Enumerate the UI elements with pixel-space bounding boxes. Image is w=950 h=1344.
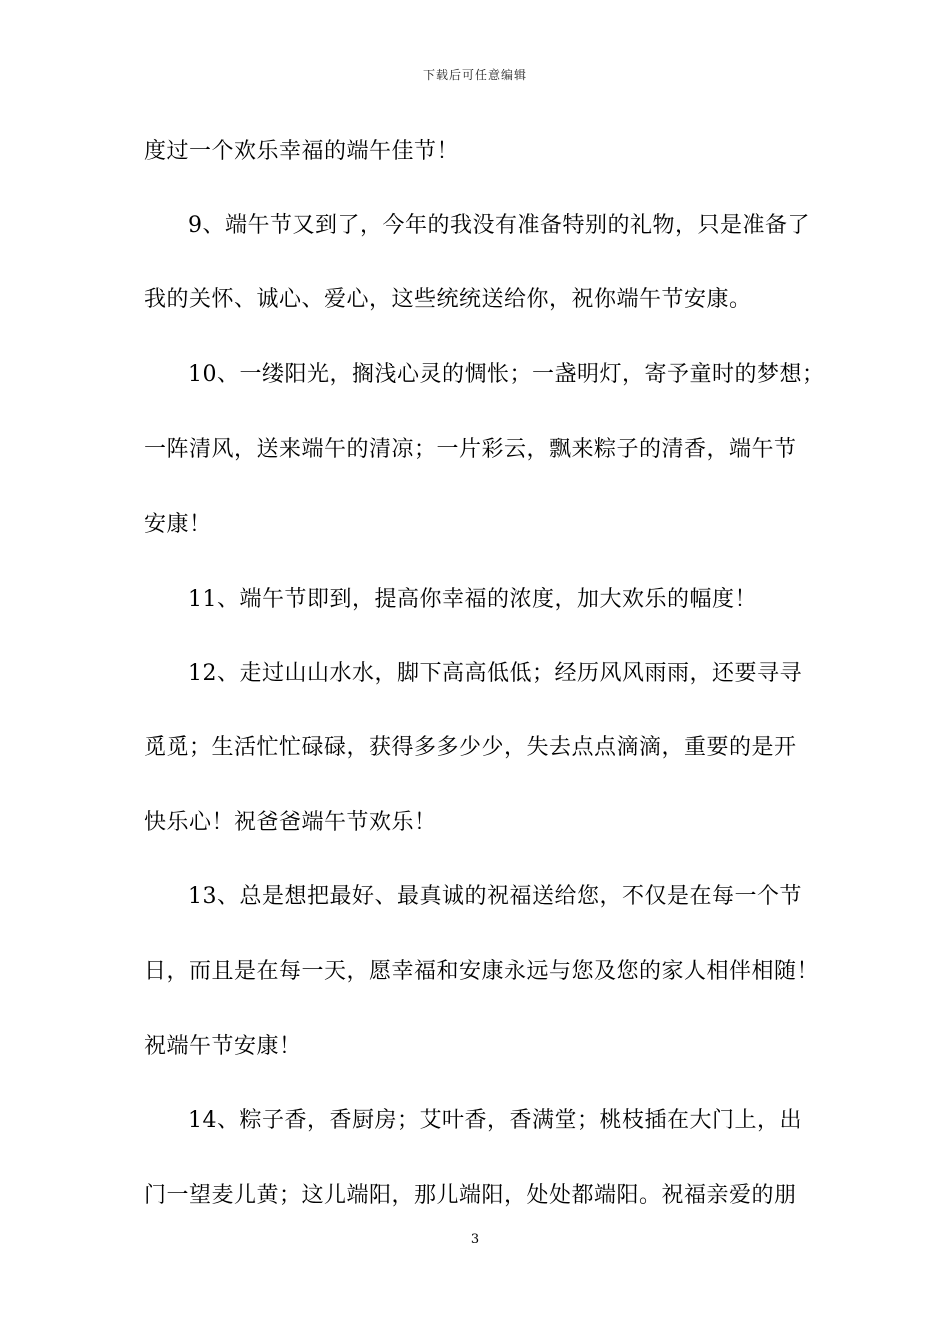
text-line: 9、端午节又到了，今年的我没有准备特别的礼物，只是准备了 [188, 213, 810, 238]
text-line: 祝端午节安康！ [144, 1034, 302, 1059]
text-line: 一阵清风，送来端午的清凉；一片彩云，飘来粽子的清香，端午节 [144, 437, 797, 462]
page-header: 下载后可任意编辑 [422, 68, 527, 82]
text-line: 10、一缕阳光，搁浅心灵的惆怅；一盏明灯，寄予童时的梦想； [188, 362, 825, 387]
text-line: 我的关怀、诚心、爱心，这些统统送给你，祝你端午节安康。 [144, 287, 752, 312]
text-line: 13、总是想把最好、最真诚的祝福送给您，不仅是在每一个节 [188, 884, 802, 909]
text-line: 11、端午节即到，提高你幸福的浓度，加大欢乐的幅度！ [188, 587, 757, 612]
text-line: 14、粽子香，香厨房；艾叶香，香满堂；桃枝插在大门上，出 [188, 1108, 802, 1133]
text-line: 觅觅；生活忙忙碌碌，获得多多少少，失去点点滴滴，重要的是开 [144, 735, 797, 760]
text-line: 度过一个欢乐幸福的端午佳节！ [144, 139, 460, 164]
text-line: 日，而且是在每一天，愿幸福和安康永远与您及您的家人相伴相随！ [144, 959, 820, 984]
text-line: 门一望麦儿黄；这儿端阳，那儿端阳，处处都端阳。祝福亲爱的朋 [144, 1183, 797, 1208]
text-line: 12、走过山山水水，脚下高高低低；经历风风雨雨，还要寻寻 [188, 661, 802, 686]
page-number: 3 [470, 1232, 480, 1247]
text-line: 快乐心！祝爸爸端午节欢乐！ [144, 810, 437, 835]
text-line: 安康！ [144, 512, 212, 537]
